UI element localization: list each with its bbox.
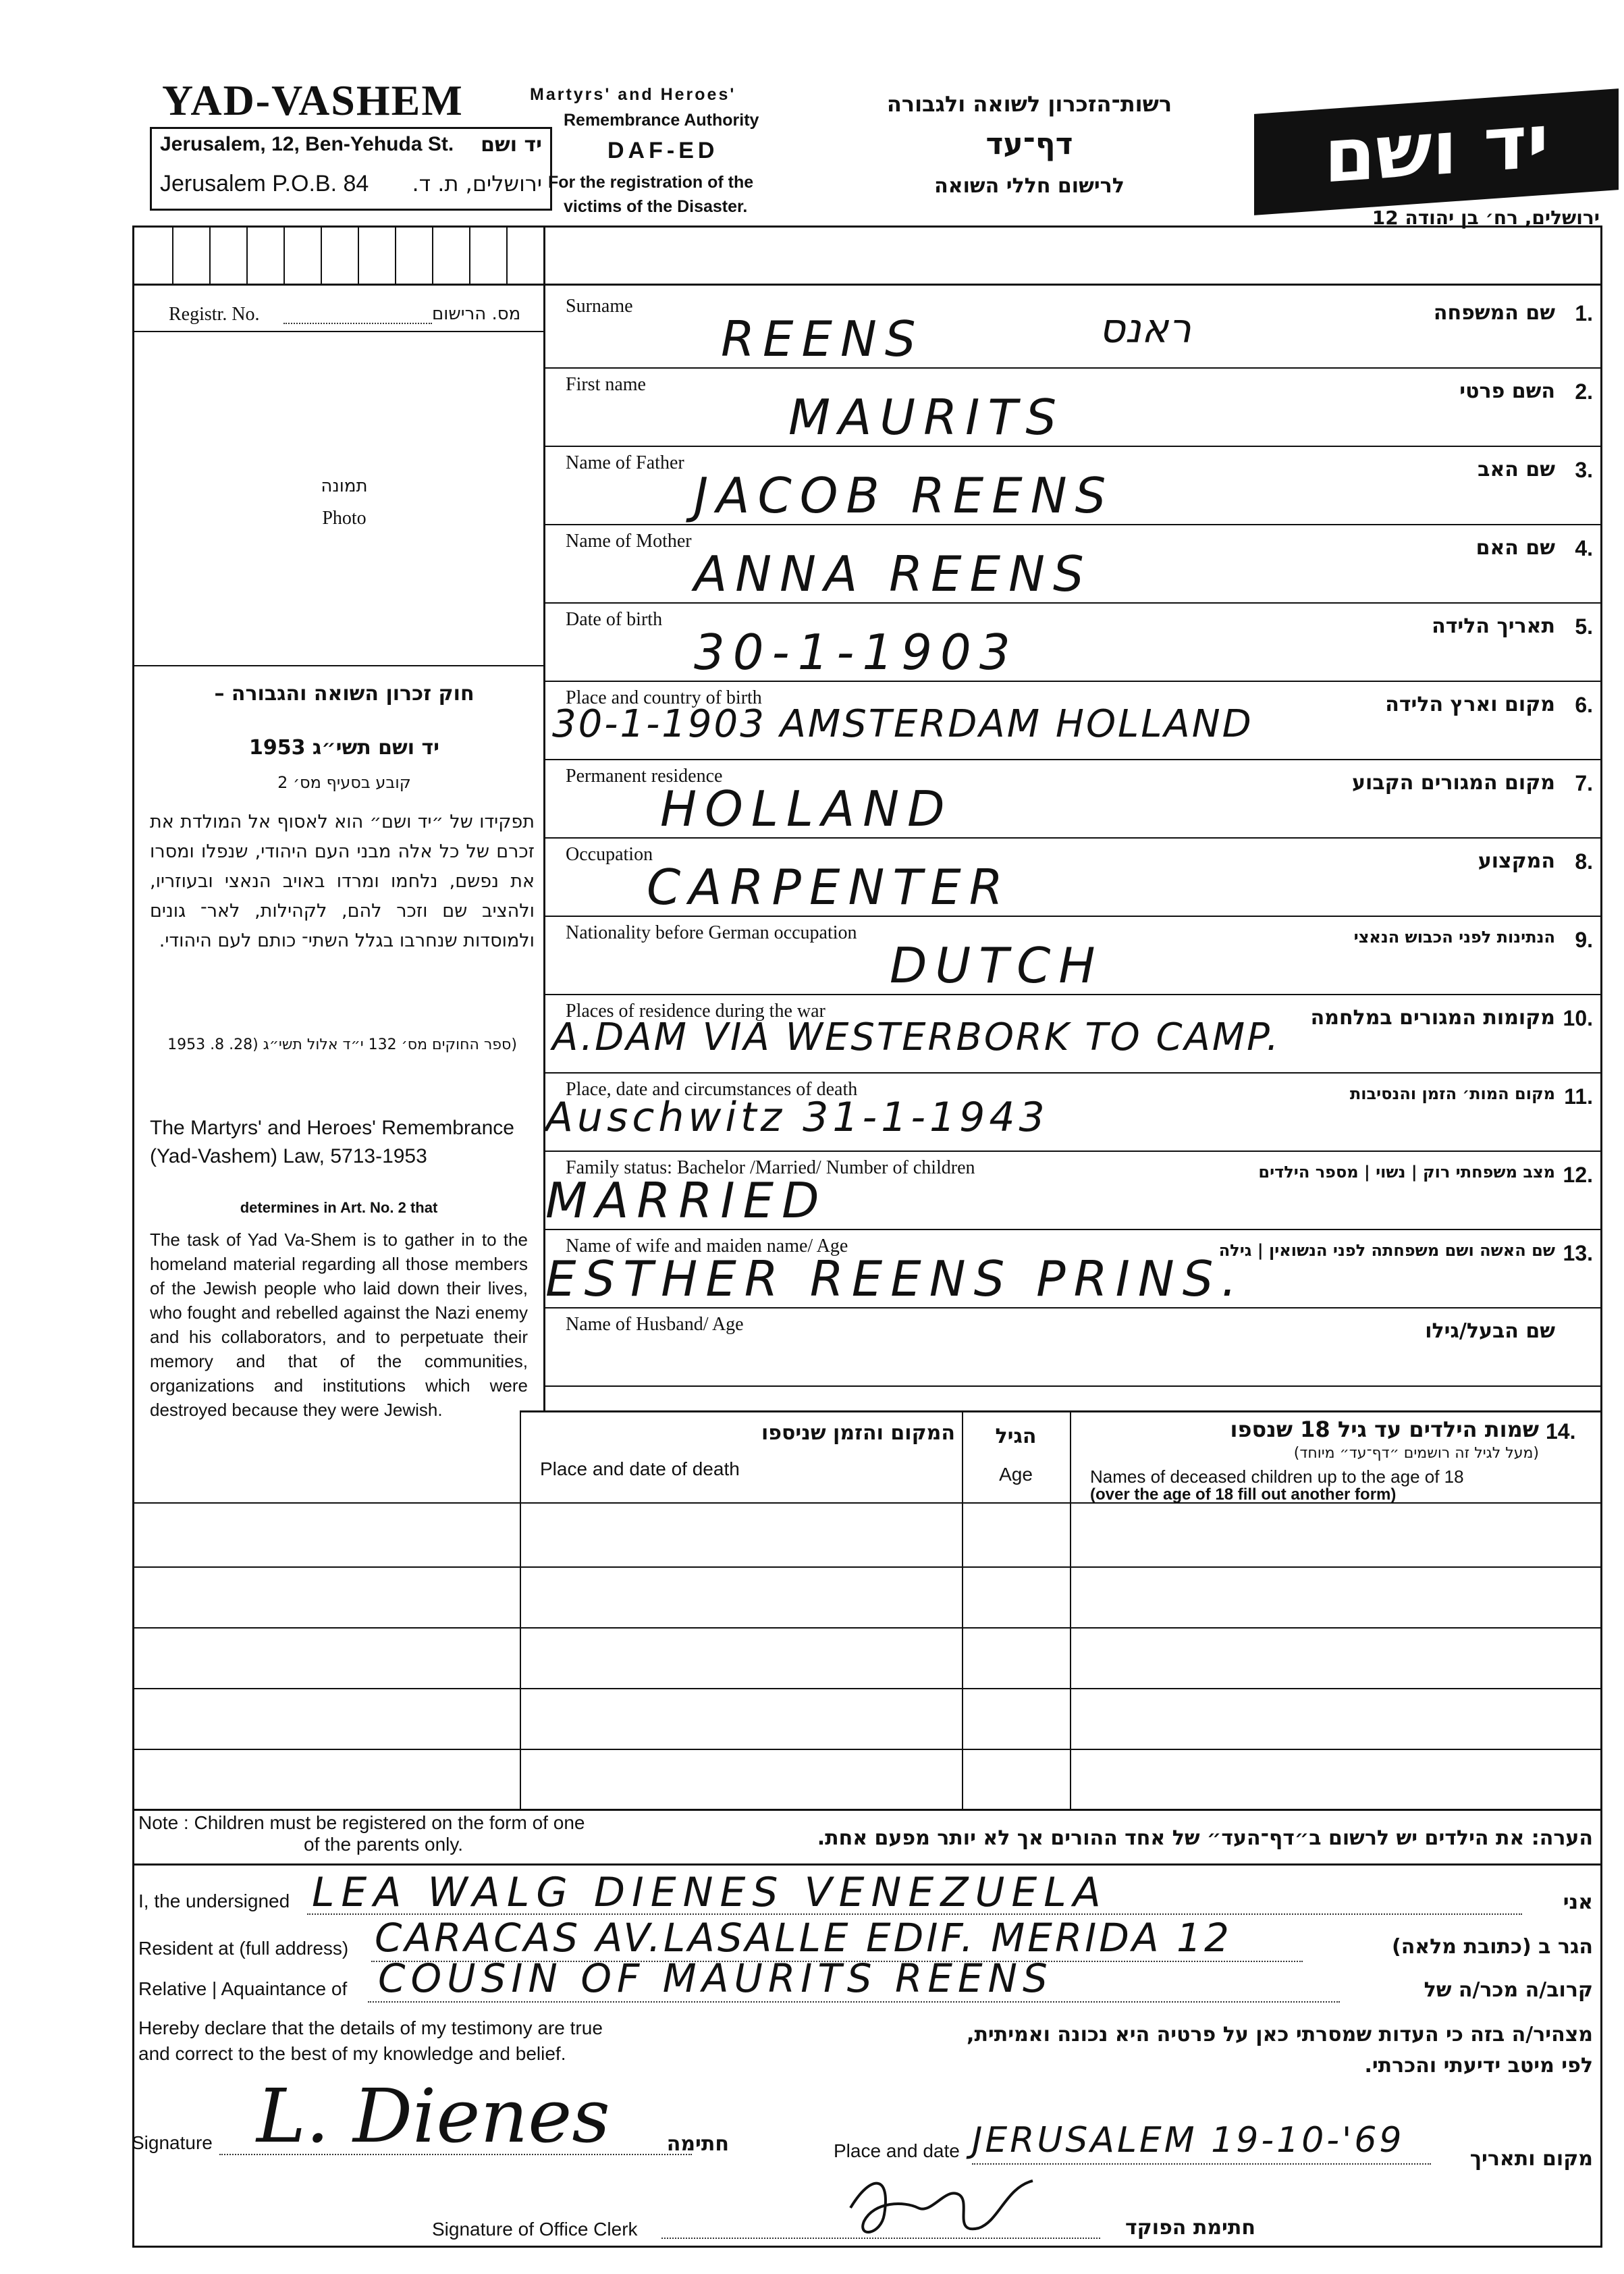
- field-label-en: First name: [566, 374, 646, 395]
- field-number: 4.: [1575, 536, 1593, 560]
- field-row: [545, 290, 1602, 369]
- children-he-title: שמות הילדים עד גיל 18 שנספו: [1230, 1417, 1539, 1442]
- authority-line-1: Martyrs' and Heroes': [530, 85, 736, 104]
- children-en-title-1: Names of deceased children up to the age of 18: [1090, 1466, 1464, 1487]
- field-label-en: Occupation: [566, 844, 653, 865]
- law-en-title: The Martyrs' and Heroes' Remembrance (Yad-Vashem) Law, 5713-1953: [150, 1117, 514, 1167]
- relative-value: COUSIN OF MAURITS REENS: [378, 1955, 1053, 2001]
- resident-he: הגר ב (כתובת מלאה): [1391, 1935, 1593, 1959]
- field-label-he: מצב משפחתי רוק | נשוי | מספר הילדים: [1258, 1163, 1555, 1182]
- field-label-en: Permanent residence: [566, 766, 723, 787]
- note-en-1: Note : Children must be registered on the form of one: [138, 1812, 585, 1833]
- field-row: [545, 369, 1602, 447]
- field-label-en: Name of Father: [566, 452, 684, 473]
- field-label-en: Date of birth: [566, 609, 663, 630]
- law-he-body: תפקידו של ״יד ושם״ הוא לאסוף אל המולדת את זכרם של כל אלה מבני העם היהודי, שנפלו ומסרו את נפשם, נלחמו ומרדו באויב הנאצי ובעוזריו, ולהציב שם וזכר להם, לקהילות, לאר־ גונים ולמוסדות שנחרבו בגלל השתי־ כותם לעם היהודי.: [150, 812, 535, 951]
- note-en-2: of the parents only.: [304, 1834, 464, 1855]
- signature-label: Signature: [132, 2132, 213, 2153]
- pob-he: ירושלים, ת. ד.: [412, 171, 542, 196]
- field-value: CARPENTER: [647, 859, 1011, 916]
- field-label-en: Family status: Bachelor /Married/ Number of children: [566, 1157, 975, 1178]
- field-number: 6.: [1575, 693, 1593, 717]
- field-row: [545, 447, 1602, 525]
- field-row: [545, 1074, 1602, 1152]
- field-label-en: Place, date and circumstances of death: [566, 1079, 858, 1100]
- age-en: Age: [999, 1464, 1033, 1485]
- field-value: ESTHER REENS PRINS.: [545, 1250, 1245, 1307]
- field-value: 30-1-1903 AMSTERDAM HOLLAND: [552, 702, 1253, 746]
- field-label-he: מקום וארץ הלידה: [1385, 693, 1555, 716]
- law-en-sub: determines in Art. No. 2 that: [240, 1199, 438, 1216]
- registration-line-2: victims of the Disaster.: [564, 197, 748, 216]
- authority-line-2: Remembrance Authority: [564, 111, 759, 130]
- yad-vashem-title: YAD-VASHEM: [162, 76, 464, 124]
- field-number: 5.: [1575, 614, 1593, 639]
- place-date-he: מקום ותאריך: [1469, 2147, 1593, 2171]
- place-date-label: Place and date: [834, 2140, 960, 2161]
- clerk-signature: [844, 2161, 1060, 2248]
- field-label-he: שם האם: [1476, 536, 1555, 560]
- field-row: [545, 839, 1602, 917]
- field-label-he: שם האב: [1478, 458, 1555, 481]
- place-death-he: המקום והזמן שניספו: [761, 1421, 955, 1445]
- field-value: REENS: [721, 311, 924, 367]
- clerk-label: Signature of Office Clerk: [432, 2219, 638, 2240]
- he-registration: לרישום חללי השואה: [934, 174, 1125, 198]
- field-label-en: Name of Husband/ Age: [566, 1314, 744, 1335]
- signature-he: חתימה: [666, 2132, 729, 2156]
- address-box: [150, 127, 552, 211]
- law-he-ref: (ספר החוקים מס׳ 132 י״ד אלול תשי״ג (28. 8. 1953: [167, 1036, 517, 1053]
- field-number: 12.: [1563, 1163, 1593, 1187]
- declare-he-1: מצהיר/ה בזה כי העדות שמסרתי כאן על פרטיה היא נכונה ואמיתית,: [967, 2023, 1593, 2046]
- field-row: [545, 604, 1602, 682]
- field-label-he: שם האשה ושם משפחתה לפני הנשואין | גילה: [1218, 1241, 1555, 1260]
- clerk-he: חתימת הפוקד: [1125, 2216, 1255, 2240]
- field-row: [545, 1230, 1602, 1308]
- signature-value: L. Dienes: [256, 2073, 610, 2159]
- field-label-en: Surname: [566, 296, 633, 317]
- field-value: ANNA REENS: [694, 546, 1092, 602]
- field-label-he: שם הבעל/גילו: [1425, 1319, 1555, 1343]
- declare-en-1: Hereby declare that the details of my testimony are true: [138, 2017, 603, 2038]
- age-he: הגיל: [995, 1425, 1037, 1448]
- place-death-en: Place and date of death: [540, 1458, 740, 1479]
- registr-no-label: Registr. No.: [169, 304, 260, 325]
- field-value: A.DAM VIA WESTERBORK TO CAMP.: [552, 1015, 1281, 1059]
- declare-he-2: לפי מיטב ידיעתי והכרתי.: [1364, 2054, 1593, 2078]
- relative-label: Relative | Aquaintance of: [138, 1978, 348, 1999]
- field-row: [545, 995, 1602, 1074]
- field-number: 9.: [1575, 928, 1593, 952]
- field-number: 13.: [1563, 1241, 1593, 1265]
- field-label-en: Places of residence during the war: [566, 1001, 825, 1022]
- field-number: 8.: [1575, 849, 1593, 874]
- field-label-en: Place and country of birth: [566, 687, 762, 708]
- field-number: 11.: [1564, 1084, 1593, 1109]
- law-he-sub: קובע בסעיף מס׳ 2: [277, 773, 411, 792]
- undersigned-value: LEA WALG DIENES VENEZUELA: [312, 1869, 1108, 1916]
- law-he-name: יד ושם תשי״ג 1953: [248, 736, 439, 760]
- he-daf-ed: דף־עד: [985, 127, 1073, 161]
- children-en-title-2: (over the age of 18 fill out another form): [1090, 1485, 1397, 1504]
- field-value: DUTCH: [890, 937, 1104, 994]
- address-en: Jerusalem, 12, Ben-Yehuda St.: [160, 133, 454, 155]
- field-label-en: Name of wife and maiden name/ Age: [566, 1236, 848, 1257]
- daf-ed-title: DAF-ED: [607, 138, 719, 163]
- photo-label-en: Photo: [322, 508, 367, 529]
- field-row: [545, 682, 1602, 760]
- place-date-value: JERUSALEM 19-10-'69: [972, 2120, 1405, 2161]
- field-label-he: השם פרטי: [1459, 379, 1555, 403]
- resident-value: CARACAS AV.LASALLE EDIF. MERIDA 12: [375, 1915, 1232, 1961]
- field-value: 30-1-1903: [694, 624, 1019, 681]
- yad-vashem-logo: [1254, 88, 1619, 215]
- declare-en-2: and correct to the best of my knowledge and belief.: [138, 2043, 566, 2064]
- field-row: [545, 917, 1602, 995]
- pob-en: Jerusalem P.O.B. 84: [160, 171, 369, 196]
- field-label-he: המקצוע: [1478, 849, 1555, 873]
- undersigned-he: אני: [1563, 1890, 1593, 1914]
- field-label-he: מקום המות׳ הזמן והנסיבות: [1349, 1084, 1555, 1103]
- children-he-sub: (מעל לגיל זה רושמים ״דף־עד״ מיוחד): [1293, 1445, 1539, 1462]
- field-value: MARRIED: [545, 1172, 828, 1229]
- children-num: 14.: [1546, 1419, 1576, 1444]
- registration-line-1: For the registration of the: [548, 173, 754, 192]
- field-row: [545, 760, 1602, 839]
- field-value: MAURITS: [788, 389, 1065, 446]
- field-label-he: הנתינות לפני הכבוש הנאצי: [1353, 928, 1555, 947]
- resident-label: Resident at (full address): [138, 1938, 349, 1959]
- field-number: 7.: [1575, 771, 1593, 795]
- field-label-he: שם המשפחה: [1433, 301, 1555, 325]
- field-label-en: Nationality before German occupation: [566, 922, 857, 943]
- field-label-he: תאריך הלידה: [1432, 614, 1555, 638]
- law-en-body: The task of Yad Va-Shem is to gather in to the homeland material regarding all those members of the Jewish people who laid down their lives, who fought and rebelled against the Nazi enemy and his collaborators, and to perpetuate their memory and that of the communities, organizations and institutions which were destroyed because they were Jewish.: [150, 1229, 528, 1420]
- logo-text: יד ושם: [1324, 97, 1549, 200]
- field-value: HOLLAND: [660, 781, 953, 837]
- note-he: הערה: את הילדים יש לרשום ב״דף־העד״ של אחד ההורים אך לא יותר מפעם אחת.: [817, 1826, 1593, 1850]
- relative-he: קרוב/ה מכר/ה של: [1424, 1978, 1593, 2002]
- field-row: [545, 1308, 1602, 1387]
- field-rule: [545, 1385, 1602, 1387]
- address-he: יד ושם: [481, 133, 542, 157]
- field-number: 2.: [1575, 379, 1593, 404]
- field-number: 1.: [1575, 301, 1593, 325]
- field-value: Auschwitz 31-1-1943: [545, 1094, 1049, 1141]
- field-label-he: מקומות המגורים במלחמה: [1310, 1006, 1555, 1030]
- field-row: [545, 525, 1602, 604]
- he-authority: רשות־הזכרון לשואה ולגבורה: [886, 91, 1172, 117]
- field-value: JACOB REENS: [694, 467, 1114, 524]
- field-extra-hebrew: ראנס: [1099, 305, 1191, 352]
- field-label-he: מקום המגורים הקבוע: [1352, 771, 1555, 795]
- field-row: [545, 1152, 1602, 1230]
- he-address: ירושלים, רח׳ בן יהודה 12: [1372, 207, 1600, 229]
- registr-no-he: מס. הרישום: [432, 304, 521, 324]
- field-number: 10.: [1563, 1006, 1593, 1030]
- law-he-title: חוק זכרון השואה והגבורה –: [214, 682, 475, 706]
- field-number: 3.: [1575, 458, 1593, 482]
- field-label-en: Name of Mother: [566, 531, 692, 552]
- photo-label-he: תמונה: [321, 476, 368, 496]
- undersigned-label: I, the undersigned: [138, 1890, 290, 1911]
